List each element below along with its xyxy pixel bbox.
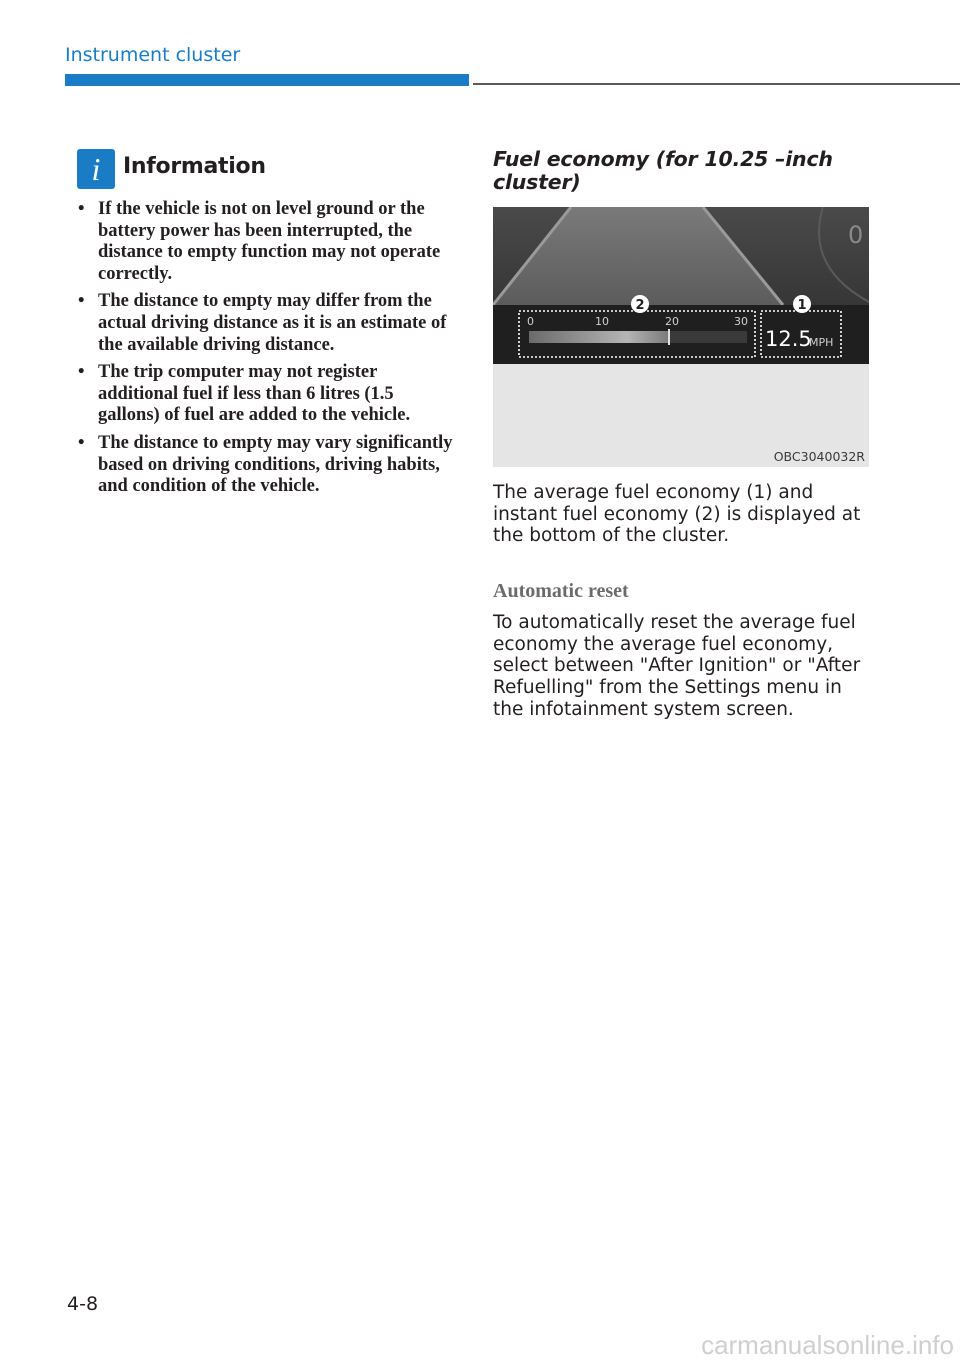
average-fuel-unit: MPH [809,336,834,349]
watermark: carmanualsonline.info [701,1330,954,1360]
automatic-reset-heading: Automatic reset [493,580,629,602]
header-rule-accent [65,74,469,86]
header-rule-thin [473,83,960,85]
gauge-tick-label: 30 [734,315,748,328]
fuel-economy-title: Fuel economy (for 10.25 –inch cluster) [493,147,833,194]
callout-number-2: 2 [635,298,645,313]
fuel-economy-description: The average fuel economy (1) and instant fuel economy (2) is displayed at the bottom of the cluster. [493,482,861,547]
gauge-tick-label: 10 [595,315,609,328]
info-icon-glyph: i [91,151,101,187]
cluster-figure [493,207,869,467]
figure-code: OBC3040032R [773,449,865,464]
callout-number-1: 1 [797,298,807,313]
info-icon [77,149,115,189]
automatic-reset-text: To automatically reset the average fuel economy the average fuel economy, select between "After Ignition" or "After Refuelling" from the Settings menu in the infotainment system screen. [493,612,861,720]
info-box-title: Information [123,154,266,179]
info-bullet-list [78,199,458,504]
info-bullet-item: • The distance to empty may vary significantly based on driving conditions, driving habits, and condition of the vehicle. [78,433,458,498]
info-bullet-item: • The trip computer may not register additional fuel if less than 6 litres (1.5 gallons) of fuel are added to the vehicle. [78,362,458,427]
page-number: 4-8 [67,1293,99,1315]
gauge-fill [529,331,669,343]
speedometer-digit: 0 [848,221,864,249]
info-bullet-item: • The distance to empty may differ from the actual driving distance as it is an estimate of the available driving distance. [78,291,458,356]
info-bullet-item: • If the vehicle is not on level ground or the battery power has been interrupted, the distance to empty function may not operate correctly. [78,199,458,285]
cluster-illustration [493,207,869,467]
section-header-title: Instrument cluster [65,44,241,66]
average-fuel-value: 12.5 [765,327,812,351]
gauge-tick-label: 0 [527,315,534,328]
gauge-tick-label: 20 [665,315,679,328]
